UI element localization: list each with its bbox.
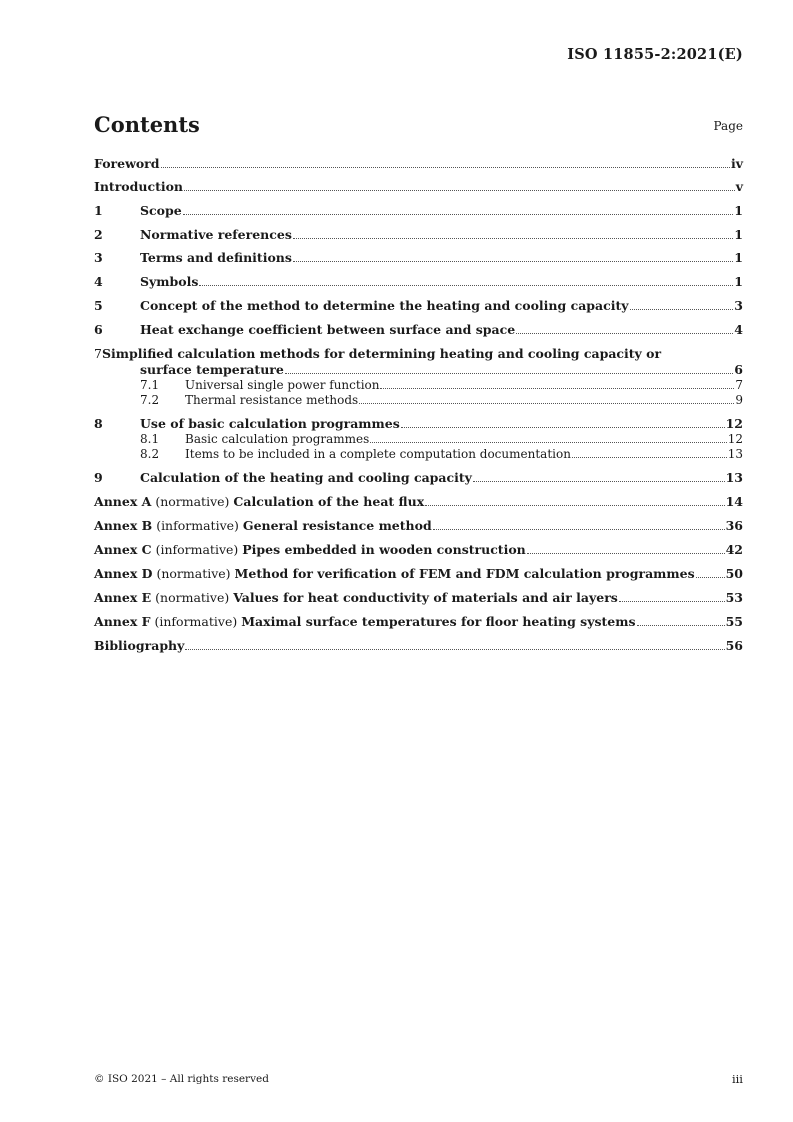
toc-entry-annex-e[interactable] xyxy=(94,590,743,606)
toc-page: 1 xyxy=(734,227,743,242)
annex-label: Annex C xyxy=(94,542,152,557)
annex-label: Annex A xyxy=(94,494,152,509)
toc-entry-subsection-8-2[interactable] xyxy=(94,447,743,462)
toc-entry-annex-b[interactable] xyxy=(94,518,743,534)
toc-title: Bibliography xyxy=(94,638,185,653)
toc-title: Symbols xyxy=(140,274,199,289)
toc-title-line1: Simplified calculation methods for determining heating and cooling capacity or xyxy=(101,346,662,361)
toc-title: Pipes embedded in wooden construction xyxy=(242,542,526,557)
toc-page: 13 xyxy=(725,470,743,485)
toc-number: 8.2 xyxy=(140,447,160,461)
toc-entry-foreword[interactable] xyxy=(94,156,743,172)
toc-page: iv xyxy=(730,156,743,171)
toc-page: 6 xyxy=(734,362,743,377)
toc-page: 53 xyxy=(725,590,743,605)
annex-type: (informative) xyxy=(154,614,238,629)
toc-page: 1 xyxy=(734,250,743,265)
toc-title: Items to be included in a complete computation documentation xyxy=(185,447,571,461)
annex-type: (normative) xyxy=(155,590,230,605)
toc-entry-subsection-7-2[interactable] xyxy=(94,393,743,408)
toc-entry-introduction[interactable] xyxy=(94,179,743,195)
toc-title: Normative references xyxy=(140,227,292,242)
leader-dots xyxy=(401,427,725,428)
annex-label: Annex E xyxy=(94,590,152,605)
document-id: ISO 11855-2:2021(E) xyxy=(567,46,743,63)
leader-dots xyxy=(293,238,733,239)
toc-title-line2: surface temperature xyxy=(140,362,284,377)
toc-page: 56 xyxy=(725,638,743,653)
leader-dots xyxy=(527,553,725,554)
toc-entry-bibliography[interactable] xyxy=(94,638,743,654)
leader-dots xyxy=(380,388,734,389)
toc-entry-section-3[interactable] xyxy=(94,250,743,266)
toc-page: 42 xyxy=(725,542,743,557)
toc-number: 6 xyxy=(94,322,103,337)
annex-type: (normative) xyxy=(155,494,230,509)
contents-title: Contents xyxy=(94,112,200,137)
leader-dots xyxy=(696,577,725,578)
toc-number: 7.2 xyxy=(140,393,160,407)
page-number: iii xyxy=(731,1072,743,1086)
toc-title: General resistance method xyxy=(242,518,432,533)
toc-entry-section-8[interactable] xyxy=(94,416,743,432)
toc-number: 5 xyxy=(94,298,103,313)
leader-dots xyxy=(185,649,724,650)
toc-page: 12 xyxy=(725,416,743,431)
copyright-notice: © ISO 2021 – All rights reserved xyxy=(94,1073,269,1085)
toc-entry-section-1[interactable] xyxy=(94,203,743,219)
toc-page: 36 xyxy=(725,518,743,533)
toc-page: 50 xyxy=(725,566,743,581)
toc-entry-annex-f[interactable] xyxy=(94,614,743,630)
toc-page: 1 xyxy=(734,274,743,289)
leader-dots xyxy=(285,373,733,374)
leader-dots xyxy=(359,403,734,404)
toc-title: Maximal surface temperatures for floor heating systems xyxy=(241,614,636,629)
leader-dots xyxy=(161,167,730,168)
annex-type: (normative) xyxy=(156,566,231,581)
leader-dots xyxy=(370,442,726,443)
leader-dots xyxy=(619,601,725,602)
leader-dots xyxy=(425,505,724,506)
page-column-label: Page xyxy=(713,119,743,133)
leader-dots xyxy=(516,333,733,334)
toc-number: 8.1 xyxy=(140,432,160,446)
toc-title: Scope xyxy=(140,203,182,218)
toc-title: Basic calculation programmes xyxy=(185,432,370,446)
leader-dots xyxy=(433,529,725,530)
toc-page: 9 xyxy=(735,393,743,407)
toc-entry-annex-a[interactable] xyxy=(94,494,743,510)
toc-title: Foreword xyxy=(94,156,160,171)
toc-entry-section-9[interactable] xyxy=(94,470,743,486)
leader-dots xyxy=(473,481,725,482)
leader-dots xyxy=(184,190,735,191)
toc-title: Calculation of the heating and cooling capacity xyxy=(140,470,472,485)
leader-dots xyxy=(630,309,734,310)
toc-title: Universal single power function xyxy=(185,378,380,392)
toc-page: 7 xyxy=(735,378,743,392)
toc-title: Terms and definitions xyxy=(140,250,292,265)
toc-number: 1 xyxy=(94,203,103,218)
toc-entry-section-5[interactable] xyxy=(94,298,743,314)
toc-title: Introduction xyxy=(94,179,184,194)
leader-dots xyxy=(293,261,733,262)
leader-dots xyxy=(572,457,727,458)
annex-label: Annex B xyxy=(94,518,153,533)
table-of-contents xyxy=(94,153,743,654)
toc-number: 7 xyxy=(94,346,102,361)
annex-type: (informative) xyxy=(155,542,239,557)
toc-entry-section-2[interactable] xyxy=(94,227,743,243)
toc-entry-subsection-7-1[interactable] xyxy=(94,378,743,393)
leader-dots xyxy=(183,214,734,215)
toc-page: v xyxy=(735,179,743,194)
toc-number: 9 xyxy=(94,470,103,485)
toc-page: 3 xyxy=(734,298,743,313)
annex-label: Annex D xyxy=(94,566,153,581)
leader-dots xyxy=(637,625,725,626)
toc-title: Thermal resistance methods xyxy=(185,393,359,407)
toc-page: 4 xyxy=(734,322,743,337)
toc-page: 13 xyxy=(727,447,743,461)
toc-number: 2 xyxy=(94,227,103,242)
toc-number: 4 xyxy=(94,274,103,289)
toc-title: Heat exchange coefficient between surface and space xyxy=(140,322,516,337)
toc-entry-subsection-8-1[interactable] xyxy=(94,432,743,447)
toc-page: 14 xyxy=(725,494,743,509)
toc-title: Calculation of the heat flux xyxy=(233,494,425,509)
annex-type: (informative) xyxy=(156,518,239,533)
toc-entry-section-4[interactable] xyxy=(94,274,743,290)
annex-label: Annex F xyxy=(94,614,151,629)
toc-number: 8 xyxy=(94,416,103,431)
toc-entry-annex-d[interactable] xyxy=(94,566,743,582)
toc-number: 7.1 xyxy=(140,378,160,392)
toc-title: Use of basic calculation programmes xyxy=(140,416,400,431)
toc-page: 1 xyxy=(734,203,743,218)
toc-entry-annex-c[interactable] xyxy=(94,542,743,558)
toc-entry-section-7[interactable] xyxy=(94,346,743,378)
leader-dots xyxy=(199,285,733,286)
toc-page: 12 xyxy=(727,432,743,446)
toc-title: Concept of the method to determine the heating and cooling capacity xyxy=(140,298,629,313)
toc-title: Method for verification of FEM and FDM calculation programmes xyxy=(234,566,695,581)
toc-title: Values for heat conductivity of materials and air layers xyxy=(233,590,618,605)
toc-number: 3 xyxy=(94,250,103,265)
toc-page: 55 xyxy=(725,614,743,629)
toc-entry-section-6[interactable] xyxy=(94,322,743,338)
